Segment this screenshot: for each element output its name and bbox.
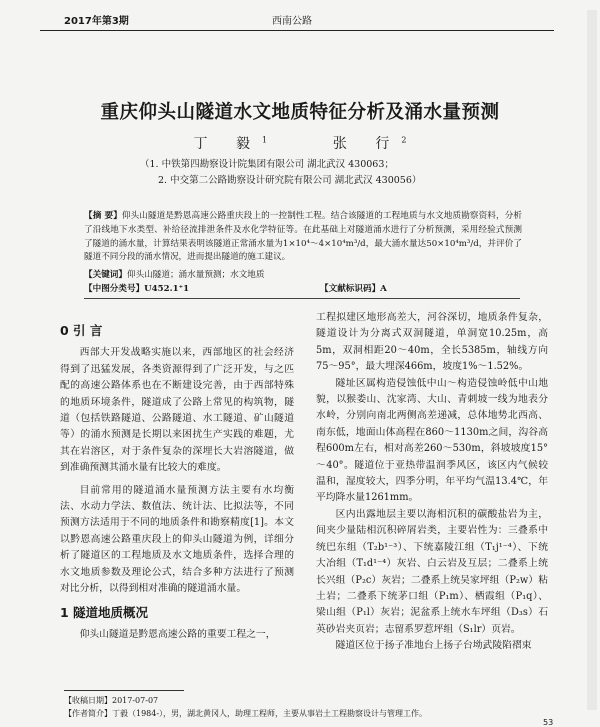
document-code: A — [380, 284, 387, 294]
issue-label: 2017年第3期 — [64, 16, 129, 27]
classification-code: U452.1⁺1 — [144, 284, 190, 294]
header-rule — [40, 30, 554, 31]
paragraph: 目前常用的隧道涌水量预测方法主要有水均衡法、水动力学法、数值法、统计法、比拟法等，不同预测方法适用于不同的地质条件和勘察精度[1]。本文以黔恩高速公路重庆段上的仰头山隧道为例，详细分析了隧道区的工程地质及水文地质条件，选择合理的水文地质参数及理论公式，结合多种方法进行了预测对比分析，以得到相对准确的隧道涌水量。 — [60, 484, 294, 595]
author-affil-mark: 2 — [401, 135, 407, 145]
affiliation-1: （1. 中铁第四勘察设计院集团有限公司 湖北武汉 430063； — [140, 159, 394, 170]
keywords-label: 【关键词】 — [84, 270, 127, 280]
author-affil-mark: 1 — [262, 135, 268, 145]
section-heading-geology: 1 隧道地质概况 — [60, 604, 149, 620]
footnote-received: 【收稿日期】2017-07-07 — [64, 696, 159, 705]
affiliation-2: 2. 中交第二公路勘察设计研究院有限公司 湖北武汉 430056） — [158, 175, 422, 186]
document-code-label: 【文献标识码】 — [320, 284, 381, 294]
author-line — [0, 133, 600, 153]
footnote-rule — [64, 690, 184, 691]
paragraph: 仰头山隧道是黔恩高速公路的重要工程之一， — [79, 628, 276, 640]
paragraph: 隧址区属构造侵蚀低中山～构造侵蚀岭低中山地貌，以猴娄山、沈家湾、大山、青刺坡一线为地表分水岭，分别向南北两侧高差递减，总体地势北西高、南东低，地面山体高程在860～1130m之间，沟谷高程600m左右，相对高差260～530m，斜坡坡度15°～40°。隧道位于亚热带温润季风区，该区内气候较温和，湿度较大，四季分明，年平均气温13.4℃，年平均降水量1261mm。 — [316, 377, 548, 504]
abstract-rule — [84, 298, 520, 299]
abstract-block — [84, 210, 522, 265]
keywords-text: 仰头山隧道；涌水量预测；水文地质 — [126, 270, 265, 280]
section-heading-intro: 0 引 言 — [60, 323, 103, 338]
page-number: 53 — [543, 718, 554, 727]
left-column — [60, 316, 294, 643]
paragraph: 西部大开发战略实施以来，西部地区的社会经济得到了迅猛发展，各类资源得到了广泛开发，与之匹配的高速公路体系也在不断建设完善，由于西部特殊的地质环境条件，隧道成了公路上常见的构筑物，隧道（包括铁路隧道、公路隧道、水工隧道、矿山隧道等）的涌水预测是长期以来困扰生产实践的难题，尤其在岩溶区，对于条件复杂的深埋长大岩溶隧道，做到准确预测其涌水量有比较大的难度。 — [60, 347, 294, 474]
author-name: 丁 毅 — [193, 136, 262, 152]
journal-name: 西南公路 — [272, 16, 312, 27]
paper-title: 重庆仰头山隧道水文地质特征分析及涌水量预测 — [100, 102, 500, 123]
abstract-label: 【摘 要】 — [84, 211, 122, 221]
keywords-line — [84, 268, 265, 280]
classification-label: 【中图分类号】 — [84, 284, 145, 294]
right-column — [316, 310, 548, 655]
paragraph: 工程拟建区地形高差大，河谷深切，地质条件复杂，隧道设计为分离式双洞隧道，单洞宽10.25m，高5m，双洞相距20～40m，全长5385m，轴线方向75～95°，最大埋深466m，坡度1%～1.52%。 — [316, 312, 548, 373]
classification-line — [84, 282, 189, 294]
footnote-author-bio: 【作者简介】丁毅（1984-），男，湖北黄冈人，助理工程师，主要从事岩土工程勘察设计与管理工作。 — [64, 709, 428, 718]
author-name: 张 行 — [332, 136, 402, 152]
paragraph: 区内出露地层主要以海相沉积的碳酸盐岩为主，间夹少量陆相沉积碎屑岩类，主要岩性为：三叠系中统巴东组（T₂b¹⁻³）、下统嘉陵江组（T₁j¹⁻⁴）、下统大冶组（T₁d¹⁻⁴）灰岩、白云岩及互层；二叠系上统长兴组（P₂c）灰岩；二叠系上统吴家坪组（P₂w）粘土岩；二叠系下统茅口组（P₁m）、栖霞组（P₁q）、梁山组（P₁l）灰岩；泥盆系上统水车坪组（D₃s）石英砂岩夹页岩；志留系罗惹坪组（S₁lr）页岩。 — [316, 508, 548, 635]
paragraph: 隧道区位于扬子准地台上扬子台坳武陵陷褶束 — [335, 640, 532, 652]
document-code-line — [320, 282, 387, 294]
abstract-text: 仰头山隧道是黔恩高速公路重庆段上的一控制性工程。结合该隧道的工程地质与水文地质勘察资料，分析了沿线地下水类型、补给径流排泄条件及水化学特征等。在此基础上对隧道涌水进行了分析预测，采用经验式预测了隧道的涌水量，计算结果表明该隧道正常涌水量为1×10⁴～4×10⁴m³/d，最大涌水量达50×10⁴m³/d，并评价了隧道不同分段的涌水情况，进而提出隧道的施工建议。 — [84, 211, 522, 263]
